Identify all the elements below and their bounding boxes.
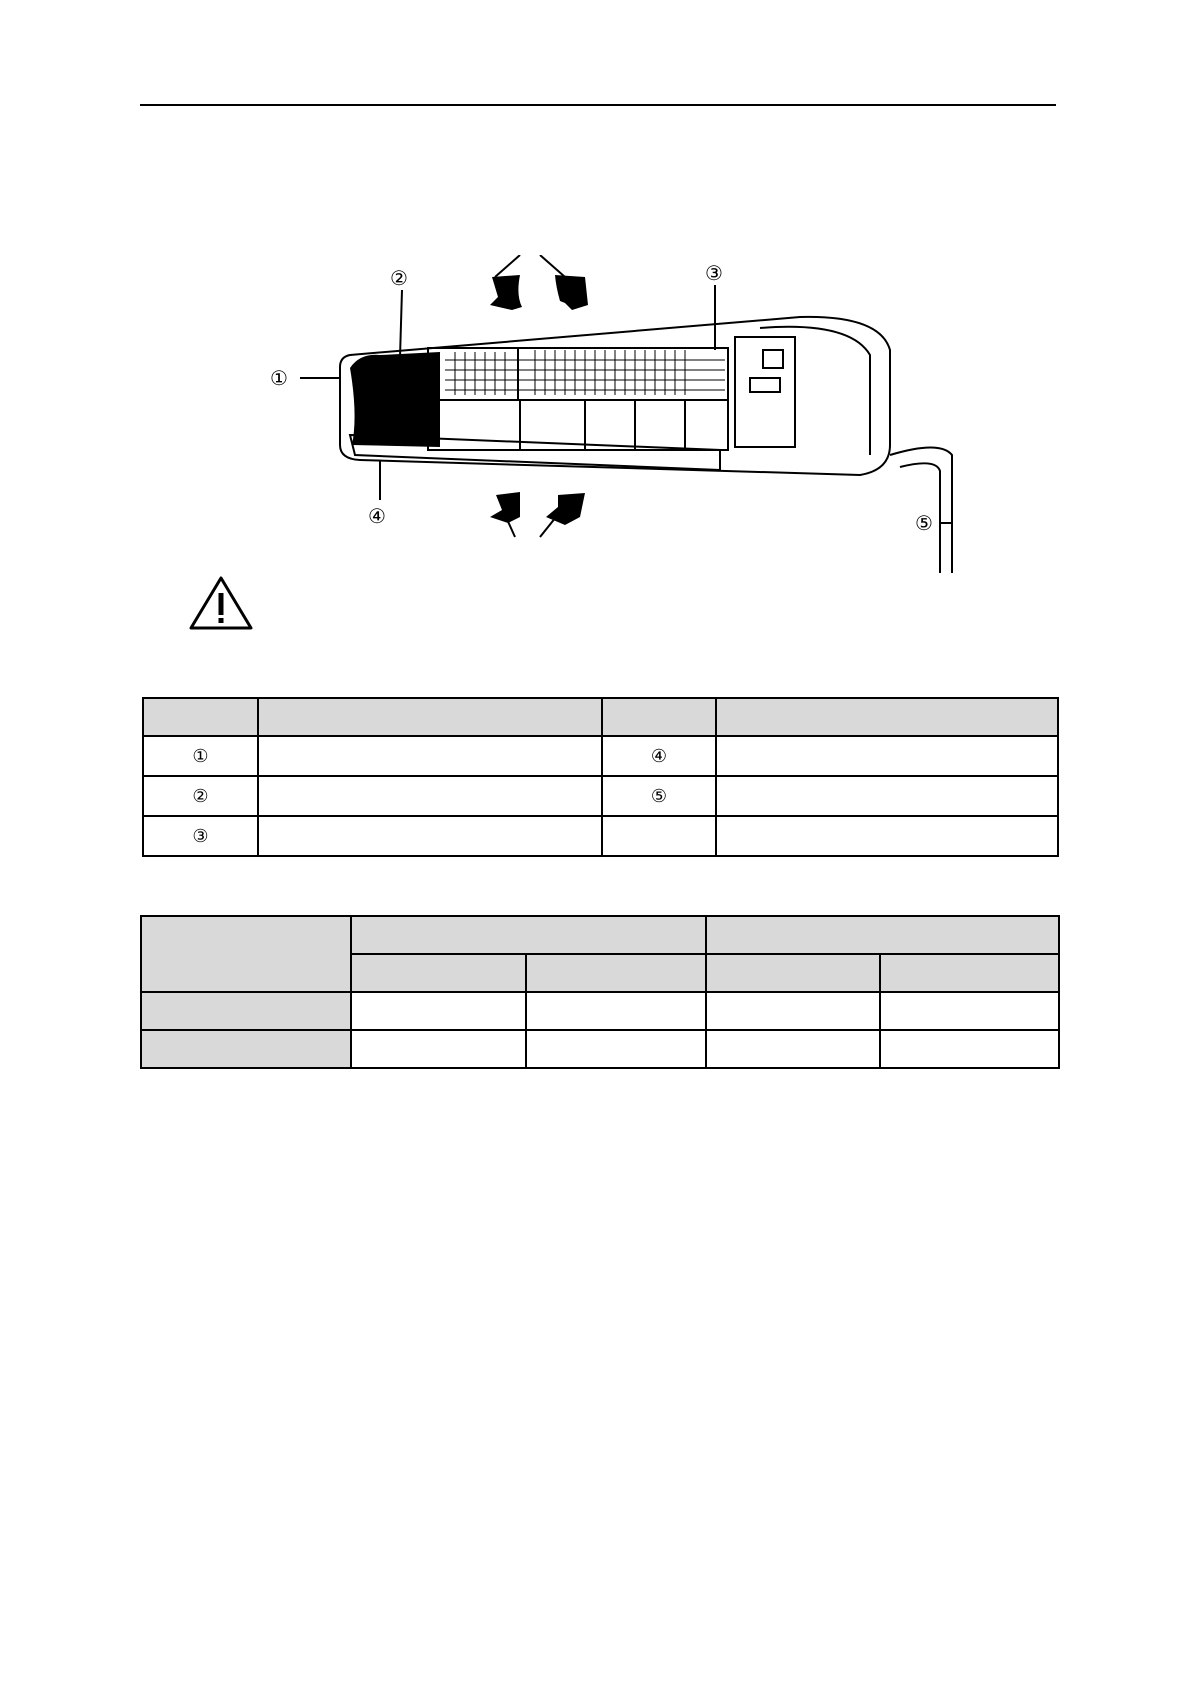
table-cell [706, 992, 880, 1030]
table-header-row [143, 698, 1058, 736]
part-ref: ③ [143, 816, 258, 856]
table-cell [526, 992, 706, 1030]
header-cell [716, 698, 1058, 736]
group-header [706, 916, 1059, 954]
table-row [143, 816, 1058, 856]
table-header-row [141, 916, 1059, 954]
table-row [141, 992, 1059, 1030]
part-name [716, 776, 1058, 816]
callout-1: ① [270, 366, 288, 390]
subheader-cell [526, 954, 706, 992]
part-ref: ⑤ [602, 776, 716, 816]
specs-table [140, 915, 1060, 1069]
table-row [143, 736, 1058, 776]
header-cell [258, 698, 602, 736]
table-cell [880, 992, 1059, 1030]
table-cell [351, 992, 526, 1030]
part-ref: ② [143, 776, 258, 816]
table-cell [351, 1030, 526, 1068]
part-name [258, 736, 602, 776]
table-cell [526, 1030, 706, 1068]
part-name [716, 816, 1058, 856]
table-cell [880, 1030, 1059, 1068]
header-cell [143, 698, 258, 736]
part-name [258, 816, 602, 856]
warning-icon [188, 575, 254, 631]
row-label [141, 992, 351, 1030]
part-ref [602, 816, 716, 856]
part-ref: ④ [602, 736, 716, 776]
air-conditioner-diagram [240, 255, 960, 575]
part-name [258, 776, 602, 816]
callout-2: ② [390, 266, 408, 290]
parts-table [142, 697, 1059, 857]
part-ref: ① [143, 736, 258, 776]
table-row [141, 1030, 1059, 1068]
header-cell [602, 698, 716, 736]
part-name [716, 736, 1058, 776]
subheader-cell [351, 954, 526, 992]
table-row [143, 776, 1058, 816]
callout-4: ④ [368, 504, 386, 528]
corner-cell [141, 916, 351, 992]
callout-3: ③ [705, 261, 723, 285]
row-label [141, 1030, 351, 1068]
filter-panel [350, 352, 440, 447]
group-header [351, 916, 706, 954]
subheader-cell [880, 954, 1059, 992]
table-cell [706, 1030, 880, 1068]
callout-5: ⑤ [915, 511, 933, 535]
subheader-cell [706, 954, 880, 992]
header-rule [140, 104, 1056, 106]
